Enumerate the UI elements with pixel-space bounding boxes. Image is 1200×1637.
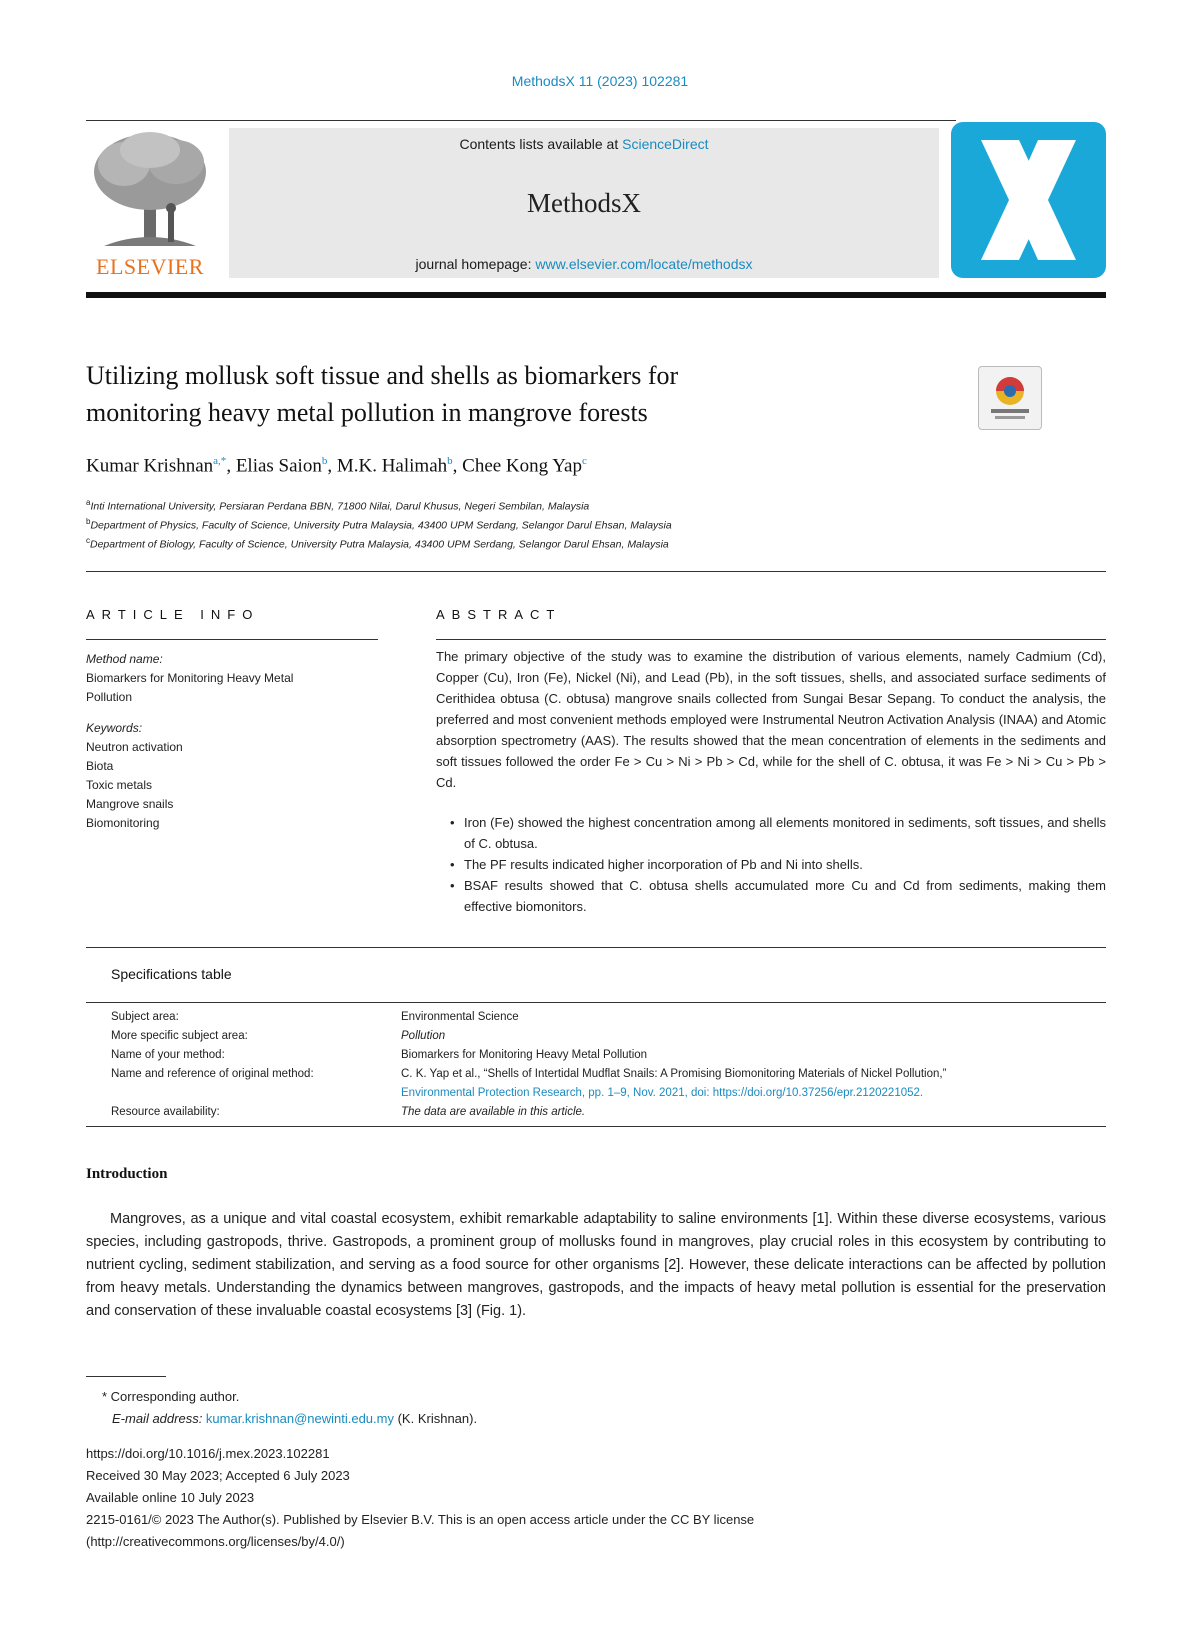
affiliation-b: $^b$Department of Physics, Faculty of Science, University Putra Malaysia, 43400 UPM Serdang, Selangor Darul Ehsan, Malaysia — [86, 517, 672, 532]
method-name-value-cont: Pollution — [86, 690, 133, 704]
spec-table-bottom-rule — [86, 1126, 1106, 1127]
affiliation-a: $^a$Inti International University, Persiaran Perdana BBN, 71800 Nilai, Darul Khusus, Negeri Sembilan, Malaysia — [86, 498, 590, 513]
spec-key: More specific subject area: — [111, 1030, 248, 1042]
elsevier-wordmark: ELSEVIER — [96, 254, 204, 279]
spec-value: C. K. Yap et al., “Shells of Intertidal Mudflat Snails: A Promising Biomonitoring Materials of Nickel Pollution,” — [401, 1068, 947, 1080]
header-top-rule — [86, 120, 956, 121]
journal-name: MethodsX — [527, 188, 641, 218]
spec-reference-doi[interactable]: Environmental Protection Research, pp. 1–9, Nov. 2021, doi: https://doi.org/10.37256/epr.2120221052. — [401, 1087, 924, 1099]
author-affil-sup[interactable]: a,* — [213, 455, 227, 467]
email-link[interactable]: kumar.krishnan@newinti.edu.my — [205, 1411, 394, 1426]
highlights-list — [450, 812, 1106, 917]
spec-table-title: Specifications table — [111, 966, 232, 982]
homepage-link[interactable]: www.elsevier.com/locate/methodsx — [535, 256, 753, 272]
highlight-item: • Iron (Fe) showed the highest concentration among all elements monitored in sediments, soft tissues, and shells of C. obtusa. — [450, 812, 1106, 854]
spec-value: The data are available in this article. — [401, 1106, 586, 1118]
received-dates: Received 30 May 2023; Accepted 6 July 2023 — [86, 1468, 350, 1483]
keyword-item: Biota — [86, 759, 114, 773]
abstract-rule — [436, 639, 1106, 640]
elsevier-tree-logo — [84, 128, 216, 278]
article-info-rule — [86, 639, 378, 640]
keyword-item: Neutron activation — [86, 740, 183, 754]
method-name-label: Method name: — [86, 652, 163, 666]
author-affil-sup[interactable]: b — [321, 455, 328, 467]
introduction-body: Mangroves, as a unique and vital coastal ecosystem, exhibit remarkable adaptability to saline environments [1]. Within these diverse ecosystems, various species, including gastropods, thrive. Gastropods, a prominent group of mollusks found in mangroves, play crucial roles in this ecosystem by contributing to nutrient cycling, sediment stabilization, and serving as a food source for other organisms [2]. However, these delicate interactions can be affected by pollution from heavy metals. Understanding the dynamics between mangroves, gastropods, and the impacts of heavy metal pollution is essential for the preservation and conservation of these invaluable coastal ecosystems [3] (Fig. 1). — [86, 1211, 1106, 1319]
license-link[interactable]: (http://creativecommons.org/licenses/by/4.0/) — [86, 1534, 345, 1549]
author-name[interactable]: Chee Kong Yap — [462, 455, 582, 477]
email-note: E-mail address: kumar.krishnan@newinti.edu.my (K. Krishnan). — [112, 1411, 478, 1426]
article-title: Utilizing mollusk soft tissue and shells as biomarkers for monitoring heavy metal pollution in mangrove forests — [86, 361, 679, 427]
header-thick-rule — [86, 292, 1106, 298]
introduction-heading: Introduction — [86, 1166, 168, 1182]
license-line: 2215-0161/© 2023 The Author(s). Published by Elsevier B.V. This is an open access article under the CC BY license — [86, 1512, 755, 1527]
author-affil-sup[interactable]: c — [581, 455, 587, 467]
highlight-item: • BSAF results showed that C. obtusa shells accumulated more Cu and Cd from sediments, making them effective biomonitors. — [450, 875, 1106, 917]
author-name[interactable]: Elias Saion — [235, 455, 322, 477]
contents-line: Contents lists available at ScienceDirect — [459, 136, 709, 152]
check-for-updates-icon[interactable] — [978, 366, 1042, 430]
methodsx-logo — [951, 122, 1106, 278]
abstract-heading: ABSTRACT — [436, 607, 562, 622]
journal-reference-link[interactable]: MethodsX 11 (2023) 102281 — [511, 73, 689, 89]
homepage-line: journal homepage: www.elsevier.com/locate/methodsx — [415, 256, 753, 272]
available-online: Available online 10 July 2023 — [86, 1490, 255, 1505]
spec-key: Name of your method: — [111, 1049, 225, 1061]
doi-link[interactable]: https://doi.org/10.1016/j.mex.2023.102281 — [86, 1446, 330, 1461]
spec-value: Environmental Science — [401, 1011, 519, 1023]
corresponding-author-note: * Corresponding author. — [102, 1389, 240, 1404]
author-name[interactable]: Kumar Krishnan — [86, 455, 214, 477]
spec-key: Name and reference of original method: — [111, 1068, 314, 1080]
highlight-item: • The PF results indicated higher incorporation of Pb and Ni into shells. — [450, 854, 1106, 875]
affiliation-rule — [86, 571, 1106, 572]
article-info-heading: ARTICLE INFO — [86, 607, 260, 622]
keyword-item: Mangrove snails — [86, 797, 174, 811]
spec-key: Resource availability: — [111, 1106, 220, 1118]
journal-header-band — [229, 128, 939, 278]
author-name[interactable]: M.K. Halimah — [336, 455, 448, 477]
footnote-rule — [86, 1376, 166, 1377]
keyword-item: Toxic metals — [86, 778, 153, 792]
elsevier-tree-icon — [84, 128, 216, 252]
spec-value: Pollution — [401, 1030, 446, 1042]
spec-key: Subject area: — [111, 1011, 179, 1023]
method-name-value: Biomarkers for Monitoring Heavy Metal — [86, 671, 294, 685]
spec-value: Biomarkers for Monitoring Heavy Metal Pollution — [401, 1049, 648, 1061]
spec-table-header-rule — [86, 1002, 1106, 1003]
keywords-label: Keywords: — [86, 721, 143, 735]
author-affil-sup[interactable]: b — [447, 455, 453, 467]
sciencedirect-link[interactable]: ScienceDirect — [622, 136, 709, 152]
author-list: Kumar Krishnan$^{a,*}$, Elias Saion$^b$, M.K. Halimah$^b$, Chee Kong Yap$^c$ — [86, 455, 587, 477]
affiliation-c: $^c$Department of Biology, Faculty of Science, University Putra Malaysia, 43400 UPM Serdang, Selangor Darul Ehsan, Malaysia — [86, 536, 669, 551]
spec-table-top-rule — [86, 947, 1106, 948]
methodsx-x-icon — [951, 122, 1106, 278]
abstract-body: The primary objective of the study was to examine the distribution of various elements, namely Cadmium (Cd), Copper (Cu), Iron (Fe), Nickel (Ni), and Lead (Pb), in the soft tissues, shells, and associated surface sediments of Cerithidea obtusa (C. obtusa) mangrove snails collected from Sungai Besar Sepang. To conduct the analysis, the preferred and most convenient methods employed were Instrumental Neutron Activation Analysis (INAA) and Atomic absorption spectrometry (AAS). The results showed that the mean concentration of elements in the sediments and soft tissues followed the order Fe > Cu > Ni > Pb > Cd, while for the shell of C. obtusa, it was Fe > Ni > Cu > Pb > Cd. — [436, 649, 1106, 790]
keyword-item: Biomonitoring — [86, 816, 160, 830]
